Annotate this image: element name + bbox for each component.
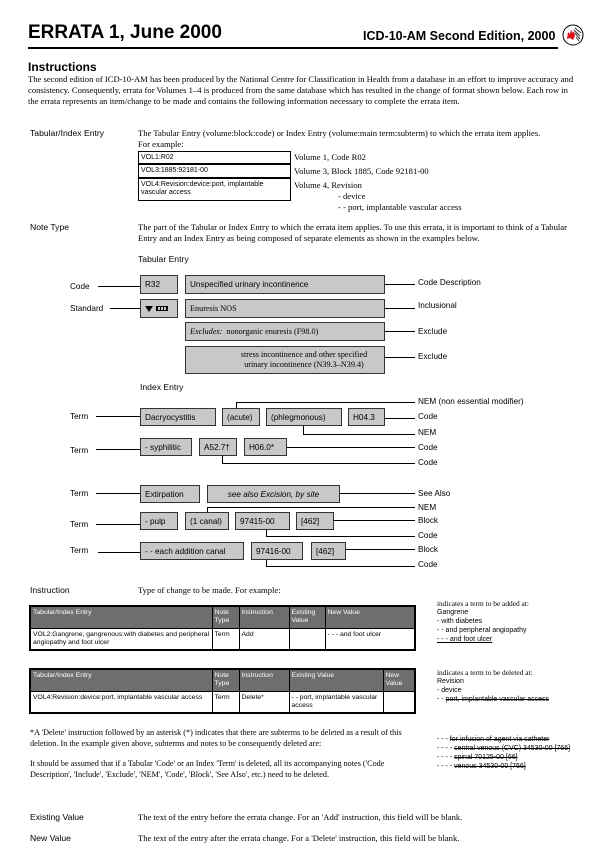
document-title: ERRATA 1, June 2000 xyxy=(28,22,222,43)
add-note-intro: indicates a term to be added at: xyxy=(437,599,529,608)
connector-line xyxy=(385,418,415,419)
connector-line xyxy=(385,357,415,358)
deleted-subterm: for infusion of agent via catheter xyxy=(449,736,550,743)
connector-line xyxy=(385,284,415,285)
delete-note xyxy=(437,668,549,704)
example-entry-desc: Volume 4, Revision xyxy=(294,180,362,190)
column-header: New Value xyxy=(325,606,415,628)
index-entry-heading: Index Entry xyxy=(140,382,184,392)
table-cell xyxy=(383,691,415,713)
connector-line xyxy=(346,549,415,550)
delete-note-intro: indicates a term to be deleted at: xyxy=(437,668,533,677)
diagram-label-inclusional: Inclusional xyxy=(418,301,457,310)
diagram-label-see-also: See Also xyxy=(418,489,451,498)
column-header: New Value xyxy=(383,669,415,691)
deleted-term: port, implantable vascular access xyxy=(445,696,550,703)
add-note-line: - - and peripheral angiopathy xyxy=(437,627,527,634)
nchh-logo-icon xyxy=(562,24,584,46)
connector-line xyxy=(222,456,223,463)
table-cell: VOL2:Gangrene, gangrenous:with diabetes and peripheral angiopathy and foot ulcer xyxy=(30,628,212,650)
diagram-label-exclude: Exclude xyxy=(418,327,448,336)
code-box: H04.3 xyxy=(348,408,385,426)
instruction-label: Instruction xyxy=(30,585,70,595)
term-box: Extirpation xyxy=(140,485,200,503)
diagram-label-term: Term xyxy=(70,520,89,529)
column-header: Instruction xyxy=(239,669,289,691)
term-box: - - each addition canal xyxy=(140,542,244,560)
exclude-box xyxy=(185,346,385,374)
tabular-index-entry-description: The Tabular Entry (volume:block:code) or Index Entry (volume:main term:subterm) to which the errata item applies. xyxy=(138,128,541,138)
deleted-subterm: central venous (CVC) 34530-00 [766] xyxy=(454,745,571,752)
delete-note-line: Revision xyxy=(437,678,464,685)
add-note-line: Gangrene xyxy=(437,609,469,616)
term-box: - syphilitic xyxy=(140,438,192,456)
note-type-label: Note Type xyxy=(30,222,70,232)
diagram-label-standard: Standard xyxy=(70,304,104,313)
diagram-label-code: Code xyxy=(418,412,438,421)
excludes-prefix: Excludes: xyxy=(190,327,223,336)
existing-value-description: The text of the entry before the errata change. For an 'Add' instruction, this field will be blank. xyxy=(138,812,463,822)
deleted-prefix: - - xyxy=(437,696,446,703)
code-box: 97415-00 xyxy=(235,512,290,530)
code-box: R32 xyxy=(140,275,178,294)
delete-note-line: - device xyxy=(437,687,462,694)
code-box: H06.0* xyxy=(244,438,287,456)
connector-line xyxy=(303,434,415,435)
diagram-label-code: Code xyxy=(70,282,90,291)
add-note-line: - with diabetes xyxy=(437,618,483,625)
code-description-box: Unspecified urinary incontinence xyxy=(185,275,385,294)
example-entry-code: VOL1:R02 xyxy=(138,151,291,164)
column-header: Tabular/Index Entry xyxy=(30,606,212,628)
connector-line xyxy=(266,566,415,567)
diagram-label-term: Term xyxy=(70,489,89,498)
deletion-prefix: - - - - xyxy=(437,754,455,761)
assumption-note: It should be assumed that if a Tabular 'Code' or an Index 'Term' is deleted, all its accompanying notes ('Code Description', 'Include', 'Exclude', 'NEM', 'Code', 'Block', 'See Also', etc.) need to be deleted. xyxy=(30,759,385,779)
diagram-label-term: Term xyxy=(70,446,89,455)
connector-line xyxy=(385,331,415,332)
errata-table-add xyxy=(29,605,416,651)
example-entry-desc: Volume 3, Block 1885, Code 92181-00 xyxy=(294,166,429,176)
connector-line xyxy=(96,449,140,450)
book-icon xyxy=(156,306,168,311)
diagram-label-block: Block xyxy=(418,516,439,525)
connector-line xyxy=(340,493,415,494)
connector-line xyxy=(385,308,415,309)
example-entry-code: VOL3:1885:92181-00 xyxy=(138,164,291,178)
term-box: - pulp xyxy=(140,512,178,530)
inclusional-box: Enuresis NOS xyxy=(185,299,385,318)
diagram-label-code: Code xyxy=(418,458,438,467)
column-header: Existing Value xyxy=(289,606,325,628)
for-example-label: For example: xyxy=(138,139,184,149)
term-box: Dacryocystitis xyxy=(140,408,216,426)
table-row xyxy=(30,628,415,650)
connector-line xyxy=(334,520,415,521)
instruction-description: Type of change to be made. For example: xyxy=(138,585,281,595)
column-header: Note Type xyxy=(212,606,239,628)
diagram-label-block: Block xyxy=(418,545,439,554)
standard-box xyxy=(140,299,178,318)
publication-title: ICD-10-AM Second Edition, 2000 xyxy=(363,29,556,43)
add-note xyxy=(437,599,529,644)
nem-box: (phlegmonous) xyxy=(266,408,342,426)
connector-line xyxy=(266,536,415,537)
errata-table-delete xyxy=(29,668,416,714)
connector-line xyxy=(303,426,304,434)
column-header: Existing Value xyxy=(289,669,383,691)
table-cell: Term xyxy=(212,691,239,713)
diagram-label-nem: NEM xyxy=(418,428,437,437)
triangle-down-icon xyxy=(145,306,153,312)
connector-line xyxy=(236,402,415,403)
table-cell: - - port, implantable vascular access xyxy=(289,691,383,713)
column-header: Tabular/Index Entry xyxy=(30,669,212,691)
deleted-subterm: spinal 70125-00 [66] xyxy=(454,754,518,761)
nem-box: (acute) xyxy=(222,408,260,426)
connector-line xyxy=(222,463,415,464)
exclude-box xyxy=(185,322,385,341)
table-cell: - - - and foot ulcer xyxy=(325,628,415,650)
asterisk-note: *A 'Delete' instruction followed by an asterisk (*) indicates that there are subterms to be deleted as a result of this deletion. In the example given above, subterms and notes to be consequently deleted are: xyxy=(30,728,402,748)
connector-line xyxy=(287,447,415,448)
existing-value-label: Existing Value xyxy=(30,812,84,822)
diagram-label-nem: NEM (non essential modifier) xyxy=(418,397,524,406)
new-value-description: The text of the entry after the errata change. For a 'Delete' instruction, this field will be blank. xyxy=(138,833,460,843)
diagram-label-code-description: Code Description xyxy=(418,278,481,287)
tabular-index-entry-label: Tabular/Index Entry xyxy=(30,128,105,138)
consequent-deletions xyxy=(437,735,570,771)
diagram-label-code: Code xyxy=(418,443,438,452)
column-header: Note Type xyxy=(212,669,239,691)
exclude-text: stress incontinence and other specified urinary incontinence (N39.3–N39.4) xyxy=(240,350,368,369)
table-cell: Delete* xyxy=(239,691,289,713)
table-cell: Term xyxy=(212,628,239,650)
connector-line xyxy=(98,552,140,553)
block-box: [462] xyxy=(311,542,346,560)
new-value-label: New Value xyxy=(30,833,71,843)
example-entry-code: VOL4:Revision:device:port, implantable vascular access xyxy=(138,178,291,201)
tabular-entry-heading: Tabular Entry xyxy=(138,254,189,264)
diagram-label-term: Term xyxy=(70,412,89,421)
deletion-prefix: - - - - xyxy=(437,745,455,752)
diagram-label-nem: NEM xyxy=(418,503,437,512)
see-also-box: see also Excision, by site xyxy=(207,485,340,503)
header-rule xyxy=(28,47,558,49)
connector-line xyxy=(207,507,415,508)
diagram-label-code: Code xyxy=(418,531,438,540)
table-cell: Add xyxy=(239,628,289,650)
table-cell xyxy=(289,628,325,650)
nem-box: (1 canal) xyxy=(185,512,229,530)
connector-line xyxy=(96,416,140,417)
note-type-description: The part of the Tabular or Index Entry to which the errata item applies. To use this errata, it is important to think of a Tabular Entry and an Index Entry as being composed of separate elements as shown in the examples below. xyxy=(138,222,567,243)
section-heading: Instructions xyxy=(28,60,97,74)
added-term: - - - and foot ulcer xyxy=(437,636,493,643)
column-header: Instruction xyxy=(239,606,289,628)
code-box: 97416-00 xyxy=(251,542,303,560)
deleted-subterm: venous 34530-00 [766] xyxy=(454,763,526,770)
intro-paragraph: The second edition of ICD-10-AM has been produced by the National Centre for Classification in Health from a database in an effort to improve accuracy and consistency. Consequently, errata for Volumes 1–4 is produced from the same database which has resulted in the change of format shown below. Each row in the errata represents an item/change to be made and contains the following information necessary to complete the errata item. xyxy=(28,74,574,106)
example-entry-desc: Volume 1, Code R02 xyxy=(294,152,366,162)
connector-line xyxy=(96,524,140,525)
connector-line xyxy=(110,308,140,309)
diagram-label-exclude: Exclude xyxy=(418,352,448,361)
example-entry-desc: - device xyxy=(338,191,366,201)
code-box: A52.7† xyxy=(199,438,237,456)
diagram-label-code: Code xyxy=(418,560,438,569)
connector-line xyxy=(96,493,140,494)
deletion-prefix: - - - xyxy=(437,736,450,743)
connector-line xyxy=(98,286,140,287)
diagram-label-term: Term xyxy=(70,546,89,555)
exclude-text: nonorganic enuresis (F98.0) xyxy=(226,327,319,336)
block-box: [462] xyxy=(296,512,334,530)
table-row xyxy=(30,691,415,713)
table-cell: VOL4:Revision:device:port, implantable vascular access xyxy=(30,691,212,713)
example-entry-desc: - - port, implantable vascular access xyxy=(338,202,462,212)
deletion-prefix: - - - - xyxy=(437,763,455,770)
